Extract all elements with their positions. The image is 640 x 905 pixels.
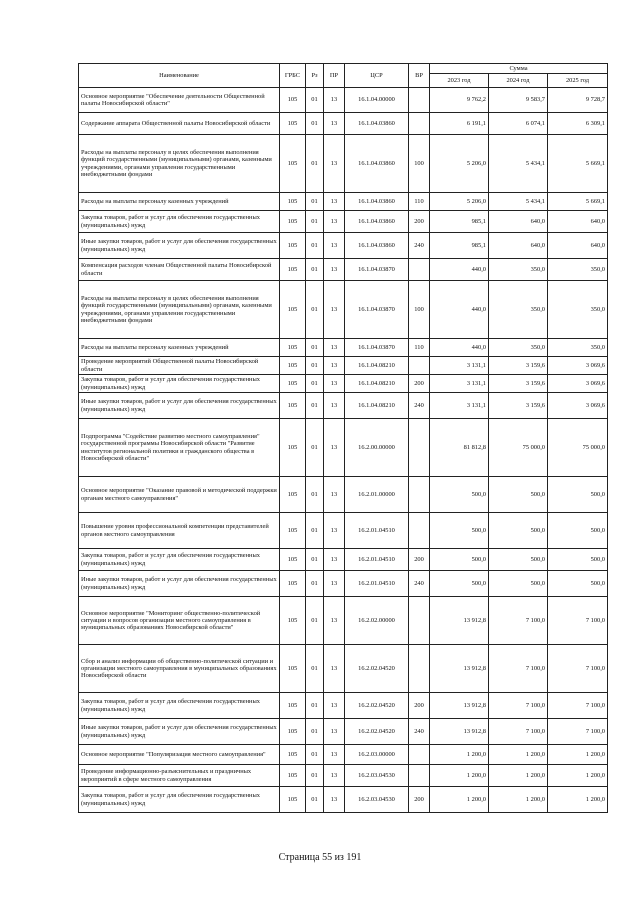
cell-rz: 01	[306, 597, 324, 645]
cell-grbs: 105	[280, 113, 306, 135]
cell-name: Иные закупки товаров, работ и услуг для обеспечения государственных (муниципальных) нужд	[79, 393, 280, 419]
cell-vr: 200	[409, 787, 430, 813]
cell-pr: 13	[324, 233, 345, 259]
cell-vr: 100	[409, 135, 430, 193]
cell-grbs: 105	[280, 719, 306, 745]
cell-amount-2023: 440,0	[430, 281, 489, 339]
cell-rz: 01	[306, 135, 324, 193]
cell-pr: 13	[324, 597, 345, 645]
cell-pr: 13	[324, 211, 345, 233]
column-header-2023: 2023 год	[430, 74, 489, 88]
cell-vr: 240	[409, 393, 430, 419]
cell-rz: 01	[306, 193, 324, 211]
cell-grbs: 105	[280, 211, 306, 233]
cell-pr: 13	[324, 419, 345, 477]
cell-grbs: 105	[280, 571, 306, 597]
cell-amount-2024: 1 200,0	[489, 745, 548, 765]
cell-name: Закупка товаров, работ и услуг для обеспечения государственных (муниципальных) нужд	[79, 375, 280, 393]
cell-amount-2025: 500,0	[548, 571, 608, 597]
cell-rz: 01	[306, 477, 324, 513]
cell-amount-2024: 500,0	[489, 549, 548, 571]
cell-csr: 16.1.04.03870	[345, 259, 409, 281]
cell-amount-2024: 640,0	[489, 211, 548, 233]
cell-grbs: 105	[280, 787, 306, 813]
table-row	[79, 719, 608, 745]
cell-pr: 13	[324, 513, 345, 549]
cell-amount-2023: 3 131,1	[430, 375, 489, 393]
cell-rz: 01	[306, 281, 324, 339]
table-row	[79, 393, 608, 419]
cell-amount-2023: 6 191,1	[430, 113, 489, 135]
cell-vr	[409, 357, 430, 375]
cell-amount-2024: 1 200,0	[489, 787, 548, 813]
cell-rz: 01	[306, 211, 324, 233]
cell-amount-2024: 7 100,0	[489, 693, 548, 719]
cell-amount-2023: 5 206,0	[430, 135, 489, 193]
cell-amount-2025: 5 669,1	[548, 135, 608, 193]
cell-vr	[409, 113, 430, 135]
column-header-csr: ЦСР	[345, 64, 409, 88]
cell-name: Проведение информационно-разъяснительных и праздничных мероприятий в сфере местного самоуправления	[79, 765, 280, 787]
cell-grbs: 105	[280, 765, 306, 787]
cell-name: Расходы на выплаты персоналу в целях обеспечения выполнения функций государственными (муниципальными) органами, казенными учреждениями, органами управления государственными внебюджетными фондами	[79, 281, 280, 339]
cell-amount-2023: 440,0	[430, 339, 489, 357]
cell-name: Закупка товаров, работ и услуг для обеспечения государственных (муниципальных) нужд	[79, 549, 280, 571]
cell-vr: 200	[409, 375, 430, 393]
cell-amount-2024: 7 100,0	[489, 597, 548, 645]
cell-grbs: 105	[280, 549, 306, 571]
cell-grbs: 105	[280, 597, 306, 645]
cell-name: Расходы на выплаты персоналу казенных учреждений	[79, 193, 280, 211]
budget-table	[78, 63, 608, 813]
cell-amount-2025: 7 100,0	[548, 719, 608, 745]
cell-vr: 200	[409, 693, 430, 719]
cell-grbs: 105	[280, 693, 306, 719]
cell-amount-2025: 640,0	[548, 211, 608, 233]
cell-grbs: 105	[280, 281, 306, 339]
cell-csr: 16.2.01.04510	[345, 571, 409, 597]
cell-pr: 13	[324, 787, 345, 813]
cell-name: Сбор и анализ информации об общественно-политической ситуации и организации местного самоуправления в муниципальных образованиях Новосибирской области	[79, 645, 280, 693]
cell-vr: 240	[409, 571, 430, 597]
cell-csr: 16.2.02.04520	[345, 719, 409, 745]
cell-grbs: 105	[280, 357, 306, 375]
cell-vr	[409, 597, 430, 645]
cell-name: Расходы на выплаты персоналу в целях обеспечения выполнения функций государственными (муниципальными) органами, казенными учреждениями, органами управления государственными внебюджетными фондами	[79, 135, 280, 193]
cell-amount-2025: 7 100,0	[548, 597, 608, 645]
cell-amount-2025: 3 069,6	[548, 375, 608, 393]
cell-vr: 110	[409, 193, 430, 211]
cell-csr: 16.1.04.03860	[345, 211, 409, 233]
header-row-top	[79, 64, 608, 74]
cell-rz: 01	[306, 549, 324, 571]
cell-csr: 16.2.03.04530	[345, 787, 409, 813]
cell-amount-2023: 440,0	[430, 259, 489, 281]
cell-rz: 01	[306, 419, 324, 477]
cell-pr: 13	[324, 193, 345, 211]
cell-name: Основное мероприятие "Обеспечение деятельности Общественной палаты Новосибирской области"	[79, 88, 280, 113]
column-header-rz: Рз	[306, 64, 324, 88]
cell-rz: 01	[306, 693, 324, 719]
cell-vr	[409, 88, 430, 113]
cell-csr: 16.2.01.04510	[345, 513, 409, 549]
cell-grbs: 105	[280, 745, 306, 765]
cell-amount-2023: 1 200,0	[430, 745, 489, 765]
cell-vr: 200	[409, 549, 430, 571]
cell-pr: 13	[324, 281, 345, 339]
cell-csr: 16.2.03.00000	[345, 745, 409, 765]
cell-pr: 13	[324, 357, 345, 375]
cell-amount-2023: 500,0	[430, 571, 489, 597]
cell-name: Закупка товаров, работ и услуг для обеспечения государственных (муниципальных) нужд	[79, 693, 280, 719]
cell-csr: 16.2.02.04520	[345, 645, 409, 693]
cell-rz: 01	[306, 571, 324, 597]
table-body	[79, 88, 608, 813]
cell-amount-2024: 500,0	[489, 571, 548, 597]
cell-pr: 13	[324, 259, 345, 281]
cell-name: Иные закупки товаров, работ и услуг для обеспечения государственных (муниципальных) нужд	[79, 571, 280, 597]
cell-amount-2025: 7 100,0	[548, 693, 608, 719]
cell-amount-2025: 6 309,1	[548, 113, 608, 135]
cell-grbs: 105	[280, 393, 306, 419]
cell-amount-2023: 985,1	[430, 211, 489, 233]
cell-vr: 100	[409, 281, 430, 339]
cell-vr	[409, 419, 430, 477]
cell-grbs: 105	[280, 135, 306, 193]
cell-amount-2023: 13 912,8	[430, 693, 489, 719]
cell-amount-2025: 500,0	[548, 549, 608, 571]
table-row	[79, 339, 608, 357]
cell-amount-2023: 13 912,8	[430, 719, 489, 745]
cell-csr: 16.2.03.04530	[345, 765, 409, 787]
cell-amount-2023: 500,0	[430, 513, 489, 549]
cell-rz: 01	[306, 339, 324, 357]
cell-rz: 01	[306, 375, 324, 393]
cell-csr: 16.2.00.00000	[345, 419, 409, 477]
cell-csr: 16.1.04.03860	[345, 135, 409, 193]
cell-pr: 13	[324, 113, 345, 135]
cell-rz: 01	[306, 645, 324, 693]
cell-rz: 01	[306, 765, 324, 787]
cell-amount-2024: 3 159,6	[489, 357, 548, 375]
cell-grbs: 105	[280, 259, 306, 281]
cell-name: Основное мероприятие "Популяризация местного самоуправления"	[79, 745, 280, 765]
cell-grbs: 105	[280, 339, 306, 357]
page-number: Страница 55 из 191	[278, 852, 362, 863]
cell-csr: 16.1.04.03870	[345, 281, 409, 339]
cell-grbs: 105	[280, 375, 306, 393]
cell-rz: 01	[306, 787, 324, 813]
cell-rz: 01	[306, 233, 324, 259]
cell-csr: 16.1.04.08210	[345, 357, 409, 375]
cell-csr: 16.2.02.04520	[345, 693, 409, 719]
cell-amount-2023: 985,1	[430, 233, 489, 259]
cell-csr: 16.1.04.03860	[345, 193, 409, 211]
table-row	[79, 259, 608, 281]
cell-grbs: 105	[280, 193, 306, 211]
table-row	[79, 419, 608, 477]
cell-rz: 01	[306, 513, 324, 549]
cell-amount-2023: 3 131,1	[430, 357, 489, 375]
cell-amount-2025: 350,0	[548, 259, 608, 281]
cell-amount-2024: 350,0	[489, 259, 548, 281]
table-row	[79, 357, 608, 375]
cell-rz: 01	[306, 113, 324, 135]
table-row	[79, 135, 608, 193]
cell-vr	[409, 645, 430, 693]
cell-vr	[409, 477, 430, 513]
table-row	[79, 513, 608, 549]
cell-csr: 16.1.04.03860	[345, 233, 409, 259]
table-row	[79, 571, 608, 597]
cell-pr: 13	[324, 571, 345, 597]
cell-grbs: 105	[280, 645, 306, 693]
table-row	[79, 787, 608, 813]
cell-name: Закупка товаров, работ и услуг для обеспечения государственных (муниципальных) нужд	[79, 787, 280, 813]
cell-rz: 01	[306, 357, 324, 375]
table-row	[79, 549, 608, 571]
cell-name: Компенсация расходов членам Общественной палаты Новосибирской области	[79, 259, 280, 281]
cell-pr: 13	[324, 477, 345, 513]
table-row	[79, 193, 608, 211]
cell-pr: 13	[324, 765, 345, 787]
cell-vr	[409, 513, 430, 549]
cell-grbs: 105	[280, 513, 306, 549]
table-row	[79, 645, 608, 693]
cell-amount-2025: 7 100,0	[548, 645, 608, 693]
cell-csr: 16.2.02.00000	[345, 597, 409, 645]
column-header-grbs: ГРБС	[280, 64, 306, 88]
cell-amount-2025: 640,0	[548, 233, 608, 259]
cell-amount-2025: 500,0	[548, 513, 608, 549]
table-row	[79, 281, 608, 339]
cell-vr	[409, 259, 430, 281]
cell-pr: 13	[324, 339, 345, 357]
cell-rz: 01	[306, 393, 324, 419]
cell-name: Основное мероприятие "Оказание правовой и методической поддержки органам местного самоуправления"	[79, 477, 280, 513]
table-row	[79, 113, 608, 135]
cell-grbs: 105	[280, 88, 306, 113]
cell-amount-2024: 9 583,7	[489, 88, 548, 113]
cell-amount-2023: 500,0	[430, 549, 489, 571]
cell-rz: 01	[306, 259, 324, 281]
cell-name: Иные закупки товаров, работ и услуг для обеспечения государственных (муниципальных) нужд	[79, 719, 280, 745]
cell-amount-2024: 5 434,1	[489, 135, 548, 193]
cell-amount-2023: 9 762,2	[430, 88, 489, 113]
cell-amount-2025: 350,0	[548, 281, 608, 339]
cell-amount-2024: 3 159,6	[489, 375, 548, 393]
table-row	[79, 597, 608, 645]
cell-rz: 01	[306, 719, 324, 745]
cell-amount-2024: 75 000,0	[489, 419, 548, 477]
cell-amount-2023: 5 206,0	[430, 193, 489, 211]
table-row	[79, 211, 608, 233]
cell-name: Проведение мероприятий Общественной палаты Новосибирской области	[79, 357, 280, 375]
cell-amount-2025: 1 200,0	[548, 765, 608, 787]
cell-rz: 01	[306, 88, 324, 113]
cell-pr: 13	[324, 745, 345, 765]
table-row	[79, 693, 608, 719]
cell-csr: 16.2.01.00000	[345, 477, 409, 513]
cell-amount-2025: 1 200,0	[548, 787, 608, 813]
cell-grbs: 105	[280, 233, 306, 259]
cell-pr: 13	[324, 549, 345, 571]
cell-amount-2023: 13 912,8	[430, 597, 489, 645]
cell-amount-2024: 500,0	[489, 513, 548, 549]
table-row	[79, 88, 608, 113]
cell-vr: 240	[409, 233, 430, 259]
cell-amount-2023: 500,0	[430, 477, 489, 513]
column-header-name: Наименование	[79, 64, 280, 88]
cell-amount-2025: 9 728,7	[548, 88, 608, 113]
cell-csr: 16.1.04.00000	[345, 88, 409, 113]
cell-amount-2025: 3 069,6	[548, 357, 608, 375]
cell-amount-2023: 81 812,8	[430, 419, 489, 477]
cell-amount-2024: 5 434,1	[489, 193, 548, 211]
cell-pr: 13	[324, 135, 345, 193]
table-row	[79, 765, 608, 787]
cell-amount-2025: 3 069,6	[548, 393, 608, 419]
column-header-2025: 2025 год	[548, 74, 608, 88]
table-row	[79, 745, 608, 765]
cell-rz: 01	[306, 745, 324, 765]
cell-amount-2024: 6 074,1	[489, 113, 548, 135]
cell-amount-2025: 75 000,0	[548, 419, 608, 477]
cell-vr	[409, 765, 430, 787]
table-row	[79, 375, 608, 393]
cell-name: Закупка товаров, работ и услуг для обеспечения государственных (муниципальных) нужд	[79, 211, 280, 233]
cell-amount-2024: 7 100,0	[489, 645, 548, 693]
cell-grbs: 105	[280, 419, 306, 477]
cell-amount-2023: 1 200,0	[430, 787, 489, 813]
cell-pr: 13	[324, 375, 345, 393]
cell-name: Содержание аппарата Общественной палаты Новосибирской области	[79, 113, 280, 135]
cell-amount-2024: 7 100,0	[489, 719, 548, 745]
cell-name: Повышение уровня профессиональной компетенции представителей органов местного самоуправления	[79, 513, 280, 549]
cell-csr: 16.1.04.03860	[345, 113, 409, 135]
cell-amount-2025: 5 669,1	[548, 193, 608, 211]
cell-vr: 240	[409, 719, 430, 745]
cell-amount-2025: 500,0	[548, 477, 608, 513]
cell-amount-2024: 500,0	[489, 477, 548, 513]
cell-amount-2023: 3 131,1	[430, 393, 489, 419]
cell-amount-2024: 640,0	[489, 233, 548, 259]
cell-amount-2024: 3 159,6	[489, 393, 548, 419]
cell-csr: 16.1.04.03870	[345, 339, 409, 357]
cell-amount-2025: 350,0	[548, 339, 608, 357]
cell-name: Подпрограмма "Содействие развитию местного самоуправления" государственной программы Новосибирской области "Развитие институтов региональной политики и гражданского общества в Новосибирской области"	[79, 419, 280, 477]
cell-vr	[409, 745, 430, 765]
column-header-vr: ВР	[409, 64, 430, 88]
cell-pr: 13	[324, 88, 345, 113]
cell-pr: 13	[324, 645, 345, 693]
cell-pr: 13	[324, 693, 345, 719]
table-row	[79, 477, 608, 513]
column-header-sum: Сумма	[430, 64, 608, 74]
cell-amount-2023: 1 200,0	[430, 765, 489, 787]
column-header-2024: 2024 год	[489, 74, 548, 88]
cell-amount-2024: 1 200,0	[489, 765, 548, 787]
cell-name: Иные закупки товаров, работ и услуг для обеспечения государственных (муниципальных) нужд	[79, 233, 280, 259]
cell-name: Расходы на выплаты персоналу казенных учреждений	[79, 339, 280, 357]
cell-pr: 13	[324, 719, 345, 745]
column-header-pr: ПР	[324, 64, 345, 88]
cell-amount-2023: 13 912,8	[430, 645, 489, 693]
cell-vr: 200	[409, 211, 430, 233]
cell-vr: 110	[409, 339, 430, 357]
cell-amount-2024: 350,0	[489, 339, 548, 357]
cell-amount-2025: 1 200,0	[548, 745, 608, 765]
cell-csr: 16.1.04.08210	[345, 393, 409, 419]
table-row	[79, 233, 608, 259]
cell-csr: 16.1.04.08210	[345, 375, 409, 393]
cell-name: Основное мероприятие "Мониторинг общественно-политической ситуации и вопросов организации местного самоуправления в муниципальных образованиях Новосибирской области"	[79, 597, 280, 645]
cell-csr: 16.2.01.04510	[345, 549, 409, 571]
cell-grbs: 105	[280, 477, 306, 513]
cell-pr: 13	[324, 393, 345, 419]
cell-amount-2024: 350,0	[489, 281, 548, 339]
